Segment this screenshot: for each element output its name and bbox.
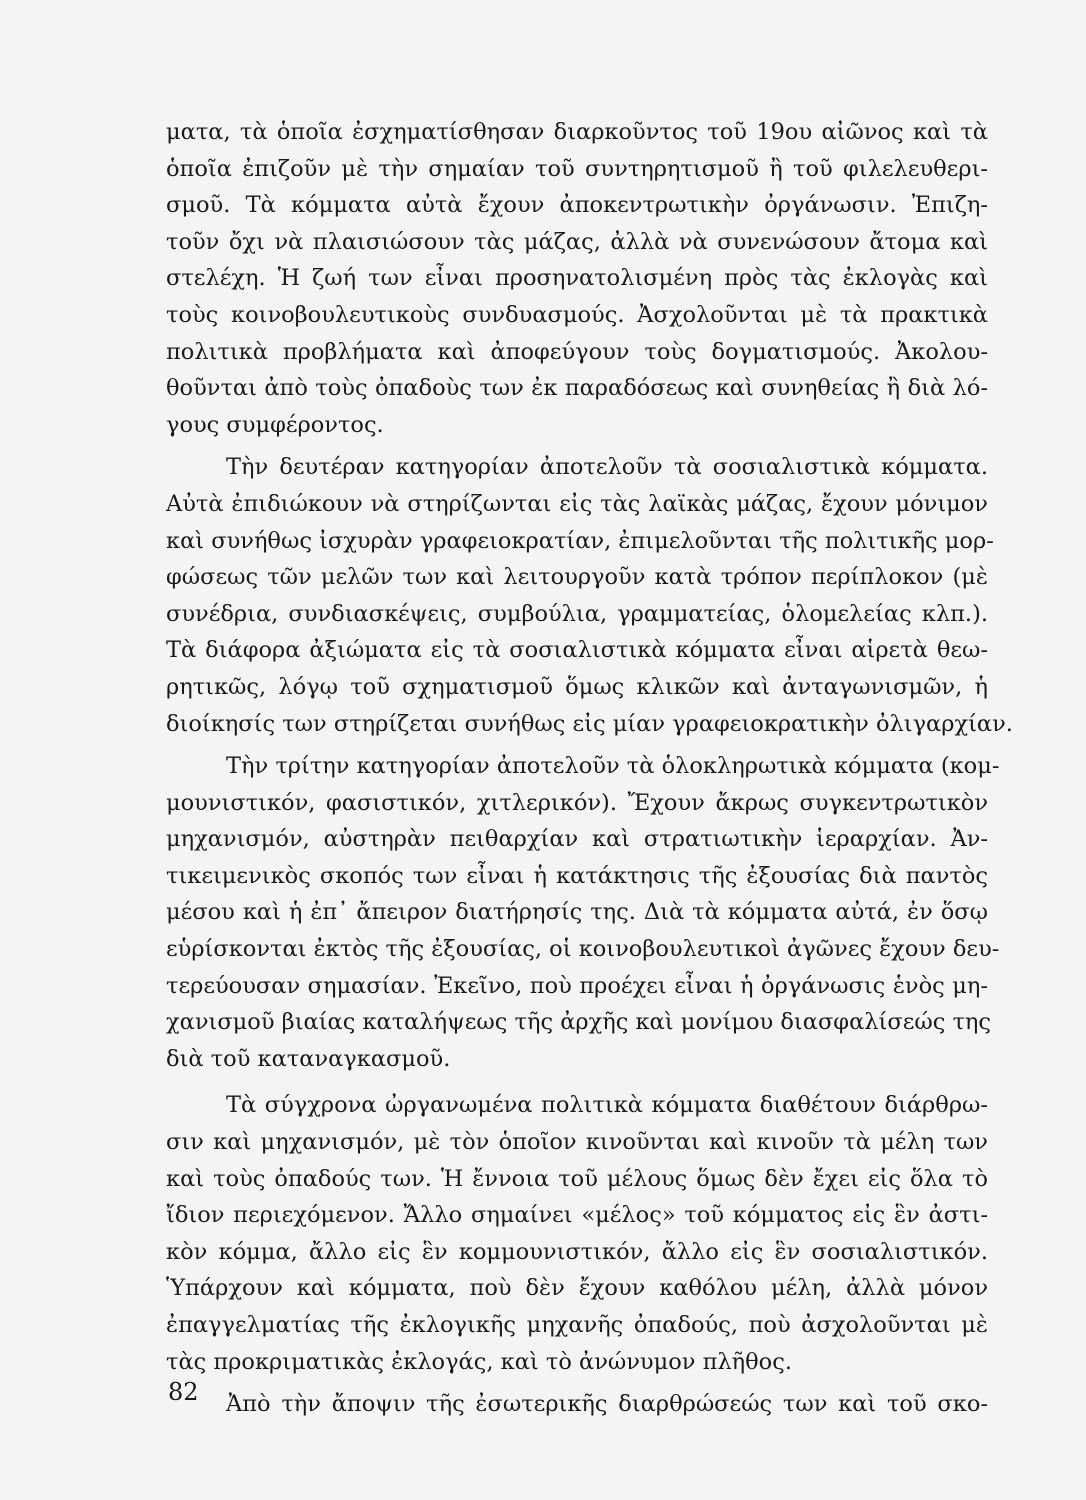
text-line: Τὴν τρίτην κατηγορίαν ἀποτελοῦν τὰ ὁλοκληρωτικὰ κόμματα (κομ- (226, 753, 1000, 780)
text-line: τερεύουσαν σημασίαν. Ἐκεῖνο, ποὺ προέχει εἶναι ἡ ὀργάνωσις ἑνὸς μη- (166, 972, 988, 999)
text-line: στελέχη. Ἡ ζωή των εἶναι προσηνατολισμένη πρὸς τὰς ἐκλογὰς καὶ (166, 265, 988, 292)
text-line: Αὐτὰ ἐπιδιώκουν νὰ στηρίζωνται εἰς τὰς λαϊκὰς μάζας, ἔχουν μόνιμον (166, 490, 988, 517)
text-line: τοῦν ὄχι νὰ πλαισιώσουν τὰς μάζας, ἀλλὰ νὰ συνενώσουν ἄτομα καὶ (166, 228, 988, 255)
text-line: σιν καὶ μηχανισμόν, μὲ τὸν ὁποῖον κινοῦνται καὶ κινοῦν τὰ μέλη των (166, 1129, 988, 1156)
text-line: Ἀπὸ τὴν ἄποψιν τῆς ἐσωτερικῆς διαρθρώσεώς των καὶ τοῦ σκο- (226, 1391, 988, 1418)
text-line: ἐπαγγελματίας τῆς ἐκλογικῆς μηχανῆς ὀπαδούς, ποὺ ἀσχολοῦνται μὲ (166, 1312, 988, 1338)
text-line: σμοῦ. Τὰ κόμματα αὐτὰ ἔχουν ἀποκεντρωτικὴν ὀργάνωσιν. Ἐπιζη- (166, 192, 988, 219)
text-line: διὰ τοῦ καταναγκασμοῦ. (166, 1045, 451, 1072)
body-text (166, 114, 1013, 1423)
text-line: γους συμφέροντος. (166, 411, 384, 438)
text-line: Τὰ διάφορα ἀξιώματα εἰς τὰ σοσιαλιστικὰ κόμματα εἶναι αἱρετὰ θεω- (166, 637, 988, 664)
text-line: συνέδρια, συνδιασκέψεις, συμβούλια, γραμματείας, ὁλομελείας κλπ.). (166, 600, 988, 627)
paragraph-5 (166, 1386, 988, 1423)
text-line: μέσου καὶ ἡ ἐπ᾽ ἄπειρον διατήρησίς της. Διὰ τὰ κόμματα αὐτά, ἐν ὅσῳ (166, 899, 988, 926)
text-line: χανισμοῦ βιαίας καταλήψεως τῆς ἀρχῆς καὶ μονίμου διασφαλίσεώς της (166, 1009, 991, 1036)
text-line: καὶ συνήθως ἰσχυρὰν γραφειοκρατίαν, ἐπιμελοῦνται τῆς πολιτικῆς μορ- (166, 527, 994, 554)
text-line: ἴδιον περιεχόμενον. Ἄλλο σημαίνει «μέλος» τοῦ κόμματος εἰς ἓν ἀστι- (166, 1202, 988, 1229)
text-line: πολιτικὰ προβλήματα καὶ ἀποφεύγουν τοὺς δογματισμούς. Ἀκολου- (166, 338, 988, 365)
text-line: μουνιστικόν, φασιστικόν, χιτλερικόν). Ἔχουν ἄκρως συγκεντρωτικὸν (166, 789, 988, 816)
paragraph-4 (166, 1087, 988, 1380)
text-line: ματα, τὰ ὁποῖα ἐσχηματίσθησαν διαρκοῦντος τοῦ 19ου αἰῶνος καὶ τὰ (166, 119, 988, 145)
page-number: 82 (168, 1378, 199, 1406)
text-line: διοίκησίς των στηρίζεται συνήθως εἰς μίαν γραφειοκρατικὴν ὀλιγαρχίαν. (166, 710, 1013, 737)
text-line: καὶ τοὺς ὀπαδούς των. Ἡ ἔννοια τοῦ μέλους ὅμως δὲν ἔχει εἰς ὅλα τὸ (166, 1165, 988, 1192)
text-line: κὸν κόμμα, ἄλλο εἰς ἓν κομμουνιστικόν, ἄλλο εἰς ἓν σοσιαλιστικόν. (166, 1238, 988, 1265)
paragraph-1 (166, 114, 988, 443)
text-line: ρητικῶς, λόγῳ τοῦ σχηματισμοῦ ὅμως κλικῶν καὶ ἀνταγωνισμῶν, ἡ (166, 673, 988, 700)
text-line: θοῦνται ἀπὸ τοὺς ὀπαδοὺς των ἐκ παραδόσεως καὶ συνηθείας ἢ διὰ λό- (166, 375, 988, 402)
text-line: Τὴν δευτέραν κατηγορίαν ἀποτελοῦν τὰ σοσιαλιστικὰ κόμματα. (226, 454, 988, 481)
text-line: Τὰ σύγχρονα ὠργανωμένα πολιτικὰ κόμματα διαθέτουν διάρθρω- (226, 1092, 988, 1119)
text-line: τικειμενικὸς σκοπός των εἶναι ἡ κατάκτησις τῆς ἐξουσίας διὰ παντὸς (166, 862, 988, 889)
text-line: τοὺς κοινοβουλευτικοὺς συνδυασμούς. Ἀσχολοῦνται μὲ τὰ πρακτικὰ (166, 301, 988, 328)
text-line: τὰς προκριματικὰς ἐκλογάς, καὶ τὸ ἀνώνυμον πλῆθος. (166, 1348, 792, 1375)
text-line: εὑρίσκονται ἐκτὸς τῆς ἐξουσίας, οἱ κοινοβουλευτικοὶ ἀγῶνες ἔχουν δευ- (166, 936, 1000, 963)
text-line: Ὑπάρχουν καὶ κόμματα, ποὺ δὲν ἔχουν καθόλου μέλη, ἀλλὰ μόνον (166, 1275, 988, 1302)
text-line: φώσεως τῶν μελῶν των καὶ λειτουργοῦν κατὰ τρόπον περίπλοκον (μὲ (166, 564, 988, 591)
text-line: μηχανισμόν, αὐστηρὰν πειθαρχίαν καὶ στρατιωτικὴν ἱεραρχίαν. Ἀν- (166, 826, 988, 853)
paragraph-3 (166, 748, 1000, 1077)
paragraph-2 (166, 449, 1013, 742)
text-line: ὁποῖα ἐπιζοῦν μὲ τὴν σημαίαν τοῦ συντηρητισμοῦ ἢ τοῦ φιλελευθερι- (166, 155, 988, 182)
